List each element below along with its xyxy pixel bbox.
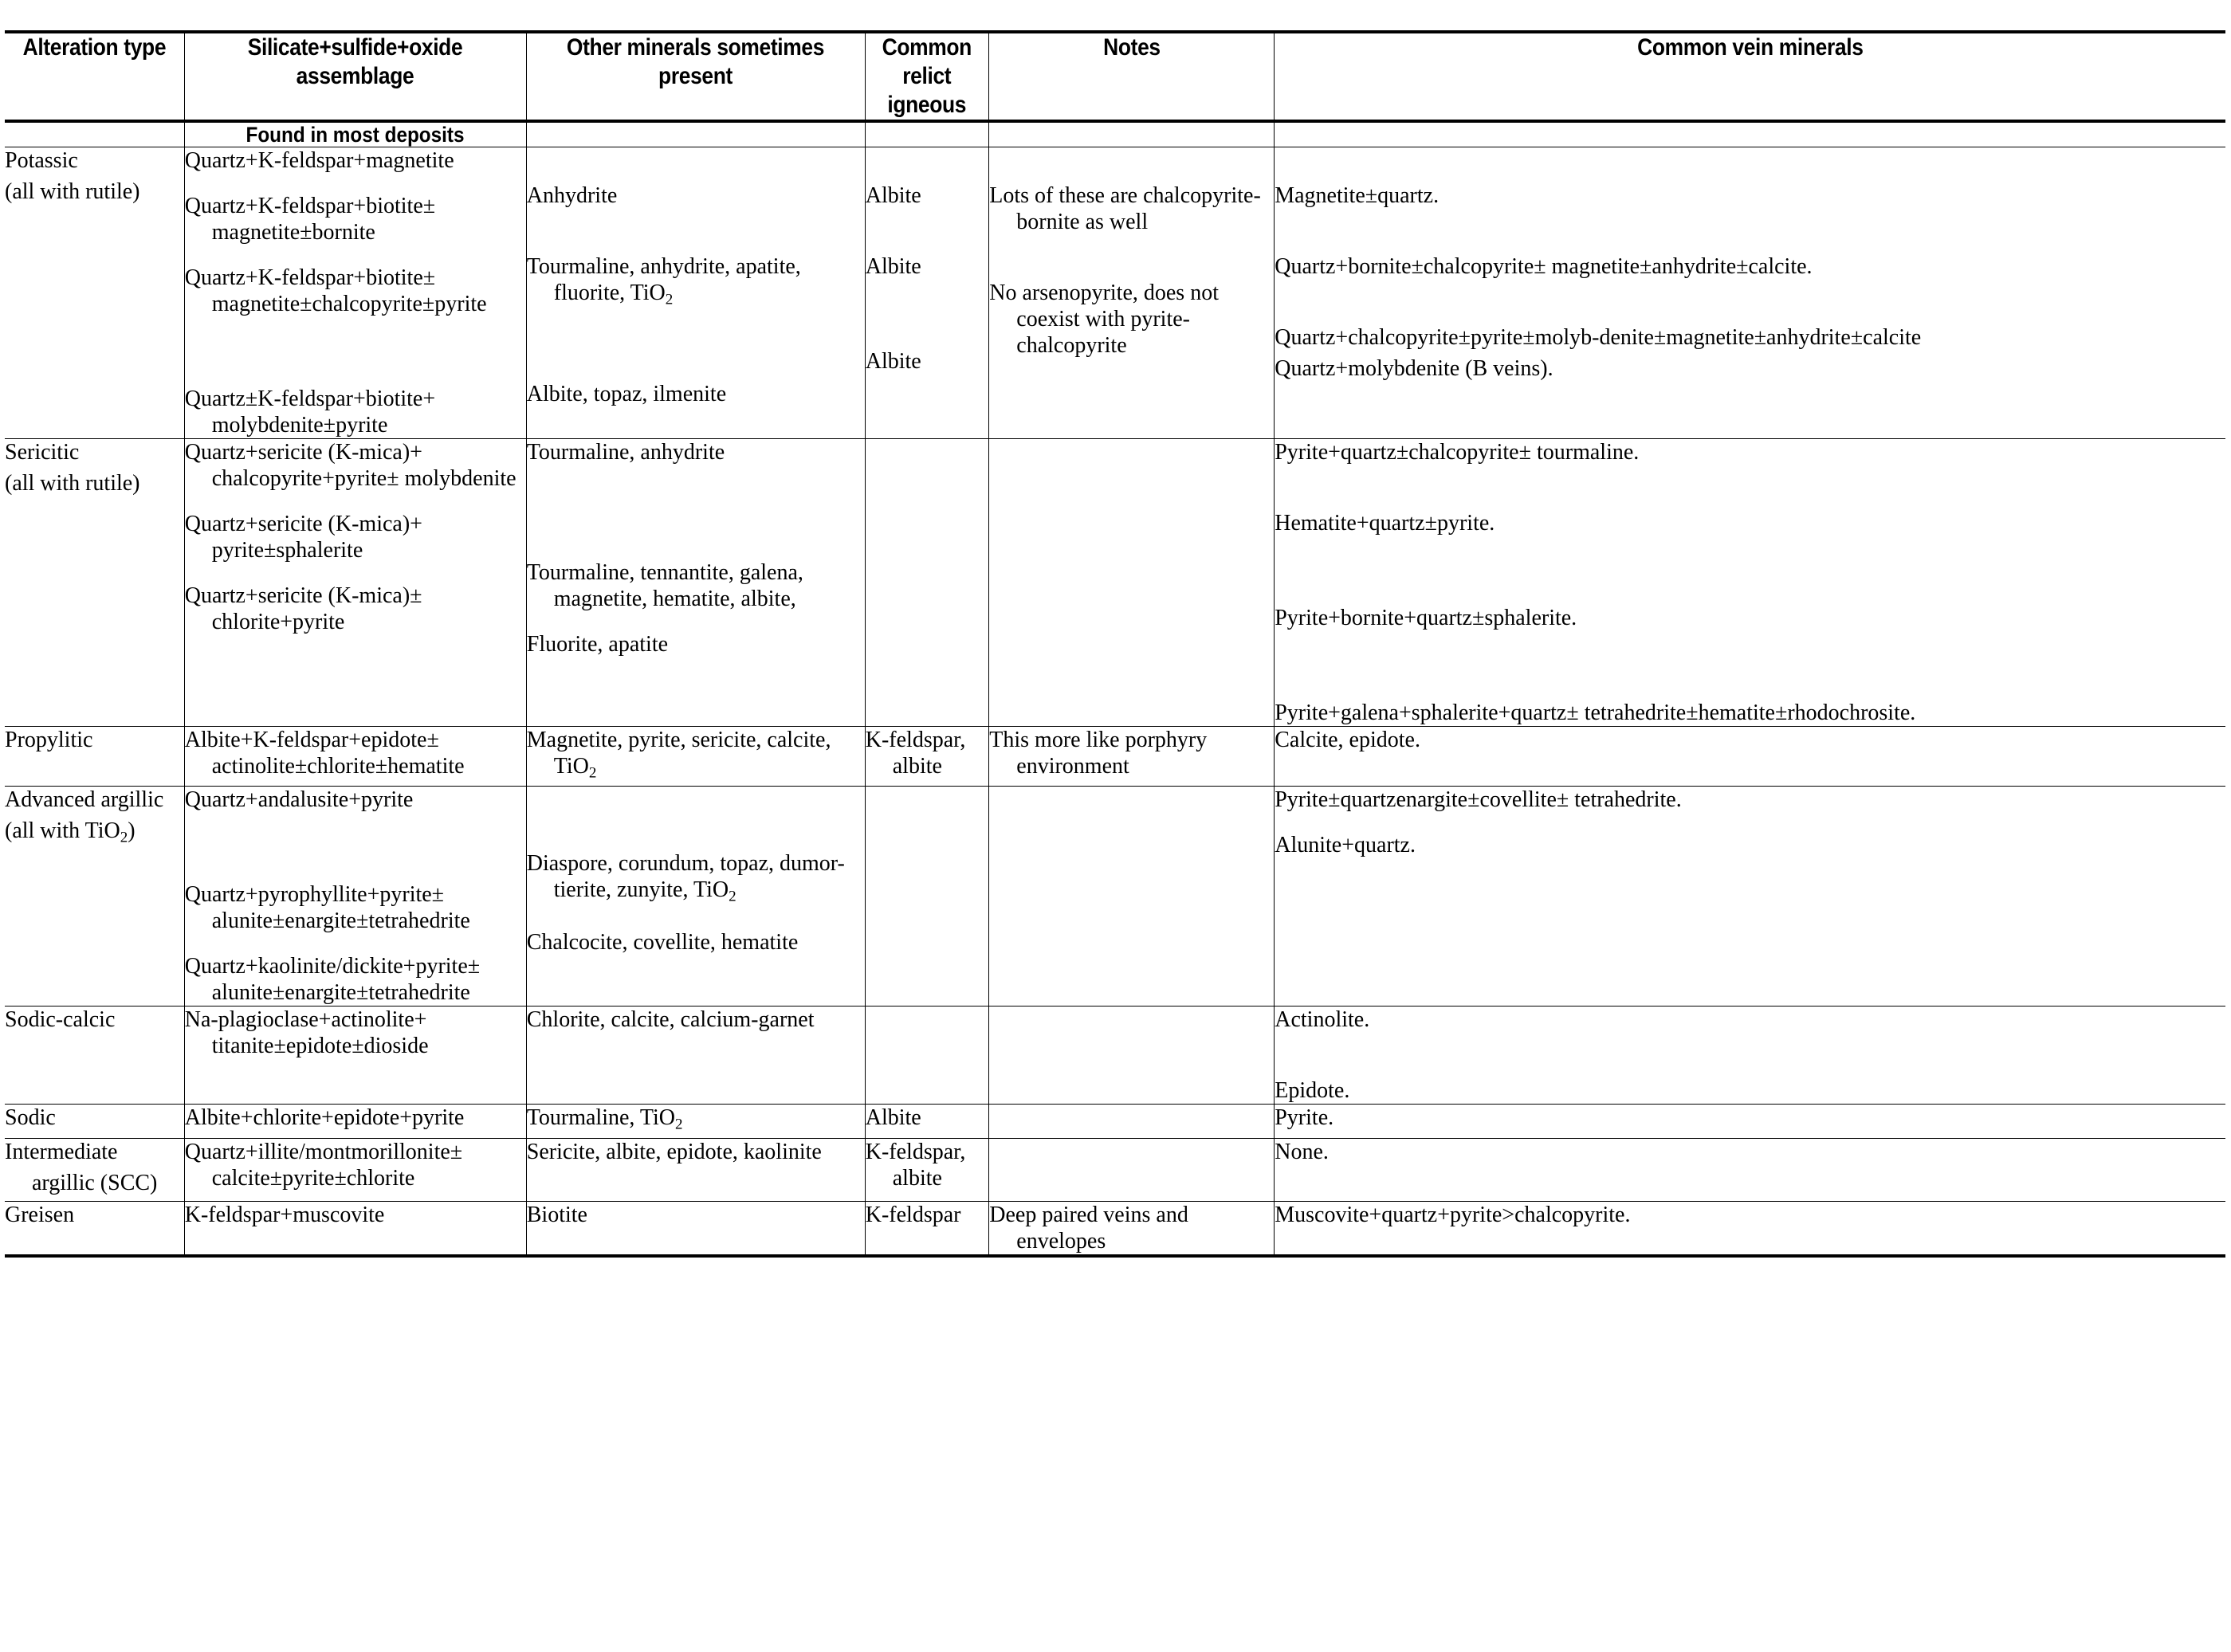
- text-line: Quartz+sericite (K-mica)+ pyrite±sphalerite: [184, 512, 422, 563]
- text-line: Quartz+sericite (K-mica)+ chalcopyrite+pyrite± molybdenite: [184, 440, 517, 491]
- cell-other-minerals: [526, 1007, 865, 1105]
- text-line: Quartz+andalusite+pyrite: [184, 787, 414, 813]
- text-line: No arsenopyrite, does not coexist with pyrite-chalcopyrite: [989, 281, 1219, 358]
- table-row: [5, 1007, 2225, 1105]
- cell-alteration-type: [5, 1138, 184, 1201]
- text-line: Actinolite.: [1275, 1007, 1370, 1033]
- text-line: This more like porphyry environment: [989, 728, 1208, 779]
- text-line: Sodic-calcic: [5, 1007, 116, 1033]
- text-line: Quartz+K-feldspar+magnetite: [184, 148, 454, 173]
- band-cell-empty-4: [989, 121, 1275, 147]
- cell-relict-igneous: [865, 1105, 989, 1138]
- text-line: Quartz+illite/montmorillonite± calcite±pyrite±chlorite: [184, 1139, 463, 1191]
- text-line: Tourmaline, anhydrite: [526, 440, 725, 465]
- text-line: Albite, topaz, ilmenite: [526, 382, 727, 407]
- cell-relict-igneous: [865, 1201, 989, 1256]
- cell-other-minerals: [526, 1138, 865, 1201]
- cell-vein-minerals: [1275, 1007, 2225, 1105]
- cell-relict-igneous: [865, 1138, 989, 1201]
- cell-alteration-type: [5, 727, 184, 787]
- text-line: (all with rutile): [5, 471, 140, 496]
- text-line: Albite+chlorite+epidote+pyrite: [184, 1105, 465, 1131]
- cell-notes: [989, 1105, 1275, 1138]
- band-cell-empty-5: [1275, 121, 2225, 147]
- vertical-spacer: [527, 787, 865, 850]
- cell-notes: [989, 727, 1275, 787]
- cell-alteration-type: [5, 1007, 184, 1105]
- text-line: Albite: [865, 1105, 921, 1131]
- text-line: K-feldspar, albite: [865, 728, 966, 779]
- vertical-spacer: [1275, 147, 2225, 182]
- cell-vein-minerals: [1275, 787, 2225, 1007]
- cell-other-minerals: [526, 439, 865, 727]
- cell-notes: [989, 787, 1275, 1007]
- text-line: Quartz±K-feldspar+biotite+ molybdenite±pyrite: [184, 387, 436, 438]
- text-line: None.: [1275, 1139, 1329, 1164]
- text-line: Potassic: [5, 148, 78, 173]
- cell-relict-igneous: [865, 727, 989, 787]
- cell-other-minerals: [526, 147, 865, 439]
- text-line: K-feldspar+muscovite: [184, 1202, 385, 1227]
- table-header-row: [5, 32, 2225, 121]
- cell-notes: [989, 1007, 1275, 1105]
- text-line: Hematite+quartz±pyrite.: [1275, 511, 1495, 536]
- text-line: Advanced argillic: [5, 787, 164, 813]
- text-line: Sodic: [5, 1105, 56, 1131]
- cell-alteration-type: [5, 1105, 184, 1138]
- cell-vein-minerals: [1275, 439, 2225, 727]
- text-line: Albite: [865, 349, 921, 374]
- cell-other-minerals: [526, 1105, 865, 1138]
- text-line: Greisen: [5, 1202, 75, 1227]
- text-line: Sericite, albite, epidote, kaolinite: [526, 1139, 822, 1164]
- cell-alteration-type: [5, 787, 184, 1007]
- text-line: Tourmaline, TiO$_2$: [526, 1105, 683, 1133]
- column-header-other-minerals: Other minerals sometimes present: [547, 32, 845, 121]
- text-line: Albite+K-feldspar+epidote± actinolite±chlorite±hematite: [184, 728, 465, 779]
- table-row: [5, 147, 2225, 439]
- cell-alteration-type: [5, 147, 184, 439]
- text-line: K-feldspar, albite: [865, 1139, 966, 1191]
- column-header-relict-igneous: Common relict igneous: [873, 32, 982, 121]
- text-line: Quartz+K-feldspar+biotite± magnetite±chalcopyrite±pyrite: [184, 265, 487, 316]
- text-line: Lots of these are chalcopyrite-bornite as well: [989, 183, 1261, 234]
- alteration-types-table: [5, 30, 2225, 1258]
- cell-notes: [989, 439, 1275, 727]
- table-row: [5, 1105, 2225, 1138]
- cell-relict-igneous: [865, 787, 989, 1007]
- text-line: (all with TiO$_2$): [5, 818, 136, 846]
- band-label-found-in-most-deposits: Found in most deposits: [202, 121, 509, 147]
- cell-other-minerals: [526, 787, 865, 1007]
- text-line: Albite: [865, 254, 921, 279]
- table-row: [5, 787, 2225, 1007]
- cell-relict-igneous: [865, 439, 989, 727]
- cell-vein-minerals: [1275, 1201, 2225, 1256]
- cell-vein-minerals: [1275, 1138, 2225, 1201]
- text-line: Quartz+bornite±chalcopyrite± magnetite±anhydrite±calcite.: [1275, 254, 1813, 279]
- cell-assemblage: [184, 727, 526, 787]
- text-line: Quartz+sericite (K-mica)± chlorite+pyrite: [184, 583, 422, 634]
- text-line: Anhydrite: [526, 183, 618, 208]
- text-line: Chlorite, calcite, calcium-garnet: [526, 1007, 815, 1033]
- text-line: Pyrite.: [1275, 1105, 1334, 1131]
- text-line: Pyrite+quartz±chalcopyrite± tourmaline.: [1275, 440, 1640, 465]
- cell-other-minerals: [526, 1201, 865, 1256]
- vertical-spacer: [866, 147, 989, 182]
- cell-assemblage: [184, 1201, 526, 1256]
- text-line: Tourmaline, tennantite, galena, magnetite, hematite, albite,: [526, 560, 803, 611]
- table-row: [5, 1138, 2225, 1201]
- cell-relict-igneous: [865, 147, 989, 439]
- text-line: Propylitic: [5, 728, 93, 752]
- text-line: Tourmaline, anhydrite, apatite, fluorite, TiO$_2$: [526, 254, 801, 308]
- band-cell-empty-1: [5, 121, 184, 147]
- text-line: Quartz+pyrophyllite+pyrite± alunite±enargite±tetrahedrite: [184, 882, 470, 934]
- column-header-alteration-type: Alteration type: [16, 32, 174, 121]
- band-cell-empty-3: [865, 121, 989, 147]
- text-line: Quartz+chalcopyrite±pyrite±molyb-denite±magnetite±anhydrite±calcite: [1275, 325, 1922, 350]
- text-line: Magnetite, pyrite, sericite, calcite, TiO$_2$: [526, 728, 831, 782]
- text-line: Biotite: [526, 1202, 587, 1227]
- text-line: Pyrite±quartzenargite±covellite± tetrahedrite.: [1275, 787, 1682, 813]
- text-line: Na-plagioclase+actinolite+ titanite±epidote±dioside: [184, 1007, 429, 1059]
- text-line: Muscovite+quartz+pyrite>chalcopyrite.: [1275, 1202, 1631, 1227]
- cell-notes: [989, 147, 1275, 439]
- text-line: Albite: [865, 183, 921, 208]
- text-line: Fluorite, apatite: [526, 632, 669, 657]
- cell-relict-igneous: [865, 1007, 989, 1105]
- text-line: Deep paired veins and envelopes: [989, 1202, 1188, 1254]
- table-row: [5, 1201, 2225, 1256]
- text-line: Epidote.: [1275, 1078, 1350, 1104]
- cell-assemblage: [184, 787, 526, 1007]
- text-line: Magnetite±quartz.: [1275, 183, 1440, 208]
- text-line: Calcite, epidote.: [1275, 728, 1420, 752]
- cell-alteration-type: [5, 439, 184, 727]
- text-line: Quartz+molybdenite (B veins).: [1275, 356, 1553, 381]
- cell-notes: [989, 1201, 1275, 1256]
- cell-assemblage: [184, 1007, 526, 1105]
- section-band-row: [5, 121, 2225, 147]
- text-line: Pyrite+galena+sphalerite+quartz± tetrahedrite±hematite±rhodochrosite.: [1275, 700, 1916, 725]
- cell-other-minerals: [526, 727, 865, 787]
- text-line: Quartz+kaolinite/dickite+pyrite± alunite±enargite±tetrahedrite: [184, 954, 481, 1006]
- table-row: [5, 439, 2225, 727]
- cropped-caption-fragment: [0, 0, 2231, 3]
- band-cell-empty-2: [526, 121, 865, 147]
- cell-vein-minerals: [1275, 147, 2225, 439]
- cell-vein-minerals: [1275, 1105, 2225, 1138]
- cell-assemblage: [184, 1105, 526, 1138]
- table-row: [5, 727, 2225, 787]
- text-line: Quartz+K-feldspar+biotite± magnetite±bornite: [184, 194, 436, 245]
- text-line: Intermediate: [5, 1139, 118, 1164]
- text-line: Sericitic: [5, 440, 80, 465]
- cell-alteration-type: [5, 1201, 184, 1256]
- column-header-assemblage: Silicate+sulfide+oxide assemblage: [205, 32, 506, 121]
- text-line: Pyrite+bornite+quartz±sphalerite.: [1275, 606, 1577, 630]
- text-line: K-feldspar: [865, 1202, 961, 1227]
- cell-assemblage: [184, 147, 526, 439]
- column-header-vein-minerals: Common vein minerals: [1331, 32, 2168, 121]
- column-header-notes: Notes: [1006, 32, 1257, 121]
- text-line: argillic (SCC): [32, 1170, 158, 1195]
- cell-notes: [989, 1138, 1275, 1201]
- text-line: Alunite+quartz.: [1275, 833, 1416, 858]
- text-line: Diaspore, corundum, topaz, dumor-tierite, zunyite, TiO$_2$: [526, 851, 845, 905]
- cell-assemblage: [184, 439, 526, 727]
- text-line: Chalcocite, covellite, hematite: [526, 929, 799, 955]
- text-line: (all with rutile): [5, 179, 140, 204]
- cell-assemblage: [184, 1138, 526, 1201]
- vertical-spacer: [989, 147, 1274, 182]
- vertical-spacer: [527, 147, 865, 182]
- cell-vein-minerals: [1275, 727, 2225, 787]
